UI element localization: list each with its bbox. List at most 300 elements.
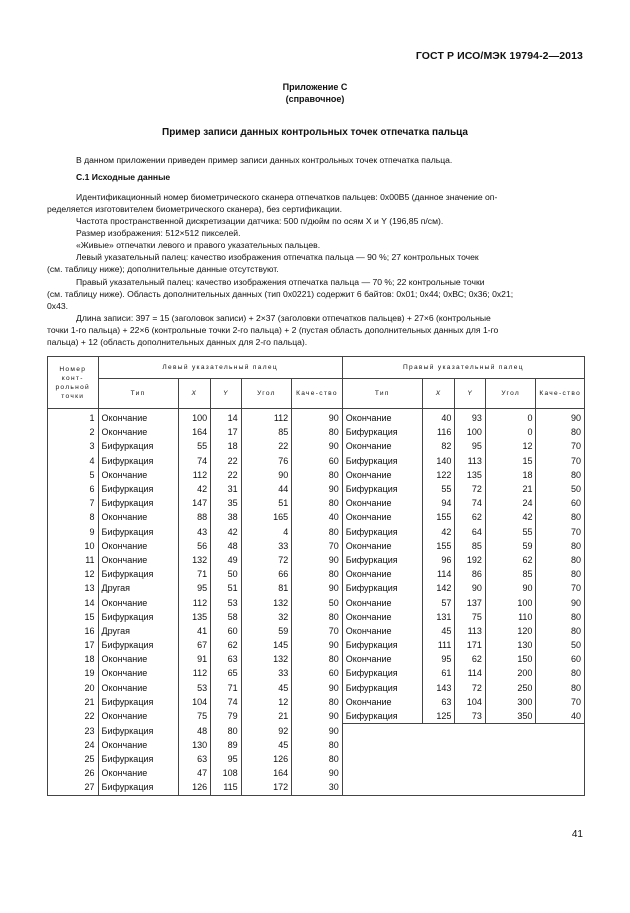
cell-right-quality: 80 xyxy=(536,553,585,567)
cell-right-angle: 55 xyxy=(485,525,536,539)
cell-number: 11 xyxy=(48,553,99,567)
cell-left-angle: 72 xyxy=(241,553,292,567)
cell-left-angle: 22 xyxy=(241,439,292,453)
cell-right-type: Окончание xyxy=(342,468,422,482)
cell-right-x: 95 xyxy=(422,652,455,666)
table-row xyxy=(48,581,585,595)
cell-right-x: 45 xyxy=(422,624,455,638)
header-left-quality: Каче-ство xyxy=(292,379,343,409)
cell-left-y: 58 xyxy=(211,610,242,624)
cell-number: 15 xyxy=(48,610,99,624)
cell-right-y: 137 xyxy=(455,595,486,609)
cell-number: 19 xyxy=(48,666,99,680)
cell-right-angle: 21 xyxy=(485,482,536,496)
cell-right-y: 85 xyxy=(455,539,486,553)
cell-right-y: 100 xyxy=(455,425,486,439)
cell-right-type: Бифуркация xyxy=(342,425,422,439)
cell-number: 14 xyxy=(48,595,99,609)
header-right-angle: Угол xyxy=(485,379,536,409)
cell-left-quality: 80 xyxy=(292,738,343,752)
cell-number: 10 xyxy=(48,539,99,553)
cell-left-type: Окончание xyxy=(98,595,178,609)
cell-right-x: 40 xyxy=(422,409,455,426)
cell-number: 12 xyxy=(48,567,99,581)
cell-left-y: 50 xyxy=(211,567,242,581)
cell-right-y: 62 xyxy=(455,652,486,666)
cell-left-angle: 132 xyxy=(241,652,292,666)
table-row xyxy=(48,525,585,539)
cell-left-x: 75 xyxy=(178,709,211,724)
header-right-y: Y xyxy=(455,379,486,409)
cell-left-y: 62 xyxy=(211,638,242,652)
cell-left-quality: 30 xyxy=(292,780,343,795)
cell-left-x: 164 xyxy=(178,425,211,439)
cell-left-y: 63 xyxy=(211,652,242,666)
paragraph-scanner-id: Идентификационный номер биометрического сканера отпечатков пальцев: 0х00В5 (данное значение оп- xyxy=(76,192,498,202)
cell-left-y: 14 xyxy=(211,409,242,426)
intro-paragraph: В данном приложении приведен пример записи данных контрольных точек отпечатка пальца. xyxy=(76,155,453,165)
cell-left-y: 48 xyxy=(211,539,242,553)
cell-left-x: 132 xyxy=(178,553,211,567)
cell-left-type: Бифуркация xyxy=(98,724,178,738)
cell-left-x: 47 xyxy=(178,766,211,780)
cell-left-type: Бифуркация xyxy=(98,610,178,624)
cell-right-quality: 80 xyxy=(536,468,585,482)
header-right-x: X xyxy=(422,379,455,409)
cell-right-angle: 350 xyxy=(485,709,536,724)
cell-left-type: Бифуркация xyxy=(98,454,178,468)
cell-left-quality: 90 xyxy=(292,709,343,724)
cell-left-type: Окончание xyxy=(98,468,178,482)
cell-right-angle: 12 xyxy=(485,439,536,453)
header-right-type: Тип xyxy=(342,379,422,409)
cell-left-type: Окончание xyxy=(98,666,178,680)
cell-right-angle: 0 xyxy=(485,409,536,426)
cell-left-quality: 90 xyxy=(292,482,343,496)
cell-left-x: 41 xyxy=(178,624,211,638)
cell-left-type: Бифуркация xyxy=(98,752,178,766)
cell-number: 21 xyxy=(48,695,99,709)
cell-left-angle: 33 xyxy=(241,539,292,553)
cell-right-quality: 90 xyxy=(536,409,585,426)
cell-left-y: 89 xyxy=(211,738,242,752)
cell-right-angle: 15 xyxy=(485,454,536,468)
cell-right-x: 155 xyxy=(422,539,455,553)
cell-right-y: 113 xyxy=(455,624,486,638)
cell-left-x: 48 xyxy=(178,724,211,738)
table-row xyxy=(48,425,585,439)
cell-left-x: 95 xyxy=(178,581,211,595)
table-row xyxy=(48,595,585,609)
cell-left-angle: 132 xyxy=(241,595,292,609)
cell-number: 24 xyxy=(48,738,99,752)
cell-right-quality: 50 xyxy=(536,482,585,496)
cell-right-type: Окончание xyxy=(342,496,422,510)
cell-left-x: 126 xyxy=(178,780,211,795)
cell-right-y: 93 xyxy=(455,409,486,426)
header-right-finger: Правый указательный палец xyxy=(342,357,584,379)
cell-left-x: 147 xyxy=(178,496,211,510)
cell-left-quality: 90 xyxy=(292,439,343,453)
header-left-x: X xyxy=(178,379,211,409)
cell-number: 6 xyxy=(48,482,99,496)
cell-right-quality: 80 xyxy=(536,681,585,695)
cell-left-y: 115 xyxy=(211,780,242,795)
cell-left-y: 22 xyxy=(211,454,242,468)
cell-left-angle: 112 xyxy=(241,409,292,426)
cell-right-x: 61 xyxy=(422,666,455,680)
cell-left-x: 91 xyxy=(178,652,211,666)
cell-left-y: 38 xyxy=(211,510,242,524)
cell-left-quality: 70 xyxy=(292,624,343,638)
table-row xyxy=(48,695,585,709)
cell-right-quality: 70 xyxy=(536,454,585,468)
cell-right-quality: 70 xyxy=(536,439,585,453)
cell-right-quality: 90 xyxy=(536,595,585,609)
cell-right-x: 125 xyxy=(422,709,455,724)
cell-right-y: 104 xyxy=(455,695,486,709)
cell-left-type: Окончание xyxy=(98,510,178,524)
paragraph-right-finger: Правый указательный палец: качество изображения отпечатка пальца — 70 %; 22 контрольные точки xyxy=(76,277,485,287)
cell-left-quality: 80 xyxy=(292,652,343,666)
paragraph-image-size: Размер изображения: 512×512 пикселей. xyxy=(76,228,241,238)
cell-left-quality: 80 xyxy=(292,425,343,439)
cell-right-angle: 18 xyxy=(485,468,536,482)
header-left-type: Тип xyxy=(98,379,178,409)
table-body xyxy=(48,409,585,796)
cell-right-quality: 70 xyxy=(536,695,585,709)
paragraph-left-finger-cont: (см. таблицу ниже); дополнительные данные отсутствуют. xyxy=(47,264,279,274)
cell-left-quality: 90 xyxy=(292,681,343,695)
table-row xyxy=(48,567,585,581)
table-row xyxy=(48,638,585,652)
paragraph-scanner-id-cont: ределяется изготовителем биометрического сканера), без сертификации. xyxy=(47,204,343,214)
cell-left-angle: 66 xyxy=(241,567,292,581)
cell-number: 23 xyxy=(48,724,99,738)
cell-right-angle: 250 xyxy=(485,681,536,695)
table-row xyxy=(48,409,585,426)
header-left-y: Y xyxy=(211,379,242,409)
cell-left-quality: 70 xyxy=(292,539,343,553)
cell-right-x: 131 xyxy=(422,610,455,624)
cell-left-x: 56 xyxy=(178,539,211,553)
table-row xyxy=(48,496,585,510)
cell-left-angle: 90 xyxy=(241,468,292,482)
cell-right-x: 63 xyxy=(422,695,455,709)
header-left-angle: Угол xyxy=(241,379,292,409)
cell-right-x: 116 xyxy=(422,425,455,439)
cell-left-angle: 12 xyxy=(241,695,292,709)
cell-right-quality: 80 xyxy=(536,567,585,581)
cell-right-y: 113 xyxy=(455,454,486,468)
cell-right-angle: 110 xyxy=(485,610,536,624)
cell-right-x: 42 xyxy=(422,525,455,539)
cell-right-x: 96 xyxy=(422,553,455,567)
cell-right-type: Окончание xyxy=(342,595,422,609)
cell-left-angle: 4 xyxy=(241,525,292,539)
cell-right-type: Бифуркация xyxy=(342,525,422,539)
cell-left-quality: 90 xyxy=(292,581,343,595)
cell-left-x: 42 xyxy=(178,482,211,496)
table-row xyxy=(48,468,585,482)
cell-left-quality: 80 xyxy=(292,695,343,709)
table-row xyxy=(48,482,585,496)
cell-left-type: Окончание xyxy=(98,553,178,567)
cell-left-x: 67 xyxy=(178,638,211,652)
cell-right-y: 75 xyxy=(455,610,486,624)
cell-left-type: Окончание xyxy=(98,766,178,780)
cell-left-y: 79 xyxy=(211,709,242,724)
cell-left-angle: 21 xyxy=(241,709,292,724)
cell-left-x: 71 xyxy=(178,567,211,581)
cell-left-angle: 172 xyxy=(241,780,292,795)
cell-left-type: Бифуркация xyxy=(98,695,178,709)
cell-right-y: 64 xyxy=(455,525,486,539)
empty-right-cells xyxy=(342,724,584,795)
cell-left-quality: 90 xyxy=(292,724,343,738)
cell-left-x: 112 xyxy=(178,595,211,609)
cell-left-quality: 80 xyxy=(292,525,343,539)
cell-right-angle: 90 xyxy=(485,581,536,595)
cell-left-type: Окончание xyxy=(98,409,178,426)
cell-left-x: 43 xyxy=(178,525,211,539)
cell-right-y: 90 xyxy=(455,581,486,595)
cell-left-y: 51 xyxy=(211,581,242,595)
cell-left-quality: 90 xyxy=(292,766,343,780)
cell-left-y: 65 xyxy=(211,666,242,680)
table-row xyxy=(48,652,585,666)
cell-right-quality: 70 xyxy=(536,581,585,595)
cell-right-angle: 200 xyxy=(485,666,536,680)
cell-left-x: 135 xyxy=(178,610,211,624)
paragraph-resolution: Частота пространственной дискретизации датчика: 500 п/дюйм по осям X и Y (196,85 п/см). xyxy=(76,216,444,226)
cell-right-y: 72 xyxy=(455,482,486,496)
cell-left-angle: 32 xyxy=(241,610,292,624)
cell-right-angle: 300 xyxy=(485,695,536,709)
cell-right-y: 192 xyxy=(455,553,486,567)
cell-right-x: 94 xyxy=(422,496,455,510)
cell-right-x: 55 xyxy=(422,482,455,496)
cell-number: 22 xyxy=(48,709,99,724)
cell-left-type: Бифуркация xyxy=(98,496,178,510)
cell-left-angle: 92 xyxy=(241,724,292,738)
header-right-quality: Каче-ство xyxy=(536,379,585,409)
cell-left-quality: 80 xyxy=(292,567,343,581)
table-row xyxy=(48,510,585,524)
cell-right-type: Окончание xyxy=(342,652,422,666)
cell-left-quality: 90 xyxy=(292,638,343,652)
cell-right-y: 74 xyxy=(455,496,486,510)
cell-left-y: 18 xyxy=(211,439,242,453)
cell-left-angle: 81 xyxy=(241,581,292,595)
cell-left-angle: 45 xyxy=(241,681,292,695)
cell-number: 17 xyxy=(48,638,99,652)
cell-number: 27 xyxy=(48,780,99,795)
cell-left-type: Окончание xyxy=(98,425,178,439)
cell-number: 4 xyxy=(48,454,99,468)
cell-left-quality: 80 xyxy=(292,610,343,624)
cell-right-type: Окончание xyxy=(342,409,422,426)
appendix-title: Пример записи данных контрольных точек отпечатка пальца xyxy=(162,127,468,138)
cell-left-quality: 90 xyxy=(292,553,343,567)
cell-right-x: 82 xyxy=(422,439,455,453)
table-row xyxy=(48,624,585,638)
table-row xyxy=(48,666,585,680)
cell-right-type: Бифуркация xyxy=(342,482,422,496)
cell-number: 9 xyxy=(48,525,99,539)
cell-left-quality: 50 xyxy=(292,595,343,609)
paragraph-left-finger: Левый указательный палец: качество изображения отпечатка пальца — 90 %; 27 контрольных точек xyxy=(76,252,479,262)
cell-right-type: Бифуркация xyxy=(342,454,422,468)
cell-number: 20 xyxy=(48,681,99,695)
cell-right-x: 143 xyxy=(422,681,455,695)
cell-left-quality: 80 xyxy=(292,752,343,766)
cell-left-y: 17 xyxy=(211,425,242,439)
cell-right-type: Окончание xyxy=(342,567,422,581)
cell-left-type: Окончание xyxy=(98,738,178,752)
page-number: 41 xyxy=(571,829,583,840)
cell-left-quality: 80 xyxy=(292,496,343,510)
cell-right-quality: 70 xyxy=(536,525,585,539)
table-row xyxy=(48,681,585,695)
cell-right-angle: 100 xyxy=(485,595,536,609)
cell-left-angle: 33 xyxy=(241,666,292,680)
cell-left-type: Бифуркация xyxy=(98,439,178,453)
cell-left-angle: 145 xyxy=(241,638,292,652)
header-minutia-number: Номер конт-рольной точки xyxy=(48,357,99,409)
cell-left-x: 63 xyxy=(178,752,211,766)
cell-number: 5 xyxy=(48,468,99,482)
cell-left-x: 55 xyxy=(178,439,211,453)
cell-right-quality: 40 xyxy=(536,709,585,724)
cell-right-x: 114 xyxy=(422,567,455,581)
cell-right-quality: 60 xyxy=(536,652,585,666)
cell-right-y: 62 xyxy=(455,510,486,524)
cell-left-x: 104 xyxy=(178,695,211,709)
paragraph-right-finger-cont: (см. таблицу ниже). Область дополнительных данных (тип 0х0221) содержит 6 байтов: 0х01; 0х44; 0хВС; 0х36; 0х21; xyxy=(47,289,514,299)
cell-left-y: 80 xyxy=(211,724,242,738)
cell-left-y: 42 xyxy=(211,525,242,539)
cell-right-quality: 80 xyxy=(536,666,585,680)
cell-left-quality: 40 xyxy=(292,510,343,524)
cell-left-y: 108 xyxy=(211,766,242,780)
cell-right-type: Окончание xyxy=(342,539,422,553)
cell-right-x: 140 xyxy=(422,454,455,468)
cell-number: 25 xyxy=(48,752,99,766)
cell-left-angle: 126 xyxy=(241,752,292,766)
cell-left-type: Другая xyxy=(98,581,178,595)
cell-right-x: 122 xyxy=(422,468,455,482)
cell-right-angle: 85 xyxy=(485,567,536,581)
section-heading: С.1 Исходные данные xyxy=(76,172,171,182)
minutiae-table xyxy=(47,356,585,796)
cell-left-y: 35 xyxy=(211,496,242,510)
cell-right-type: Бифуркация xyxy=(342,709,422,724)
cell-left-y: 60 xyxy=(211,624,242,638)
cell-left-angle: 165 xyxy=(241,510,292,524)
table-row xyxy=(48,610,585,624)
cell-right-x: 111 xyxy=(422,638,455,652)
cell-left-y: 22 xyxy=(211,468,242,482)
cell-left-angle: 76 xyxy=(241,454,292,468)
cell-right-y: 86 xyxy=(455,567,486,581)
cell-left-type: Окончание xyxy=(98,652,178,666)
cell-right-type: Окончание xyxy=(342,610,422,624)
cell-number: 16 xyxy=(48,624,99,638)
cell-right-angle: 59 xyxy=(485,539,536,553)
cell-left-x: 130 xyxy=(178,738,211,752)
cell-right-y: 114 xyxy=(455,666,486,680)
cell-left-x: 100 xyxy=(178,409,211,426)
cell-right-angle: 24 xyxy=(485,496,536,510)
cell-right-y: 95 xyxy=(455,439,486,453)
cell-right-x: 155 xyxy=(422,510,455,524)
cell-right-angle: 62 xyxy=(485,553,536,567)
cell-right-angle: 120 xyxy=(485,624,536,638)
cell-left-angle: 164 xyxy=(241,766,292,780)
cell-left-angle: 85 xyxy=(241,425,292,439)
standard-header: ГОСТ Р ИСО/МЭК 19794-2—2013 xyxy=(415,50,583,62)
cell-left-y: 53 xyxy=(211,595,242,609)
cell-right-quality: 80 xyxy=(536,624,585,638)
cell-left-angle: 59 xyxy=(241,624,292,638)
cell-left-x: 88 xyxy=(178,510,211,524)
cell-left-x: 74 xyxy=(178,454,211,468)
cell-right-y: 72 xyxy=(455,681,486,695)
cell-right-quality: 80 xyxy=(536,510,585,524)
cell-right-type: Бифуркация xyxy=(342,553,422,567)
cell-left-x: 112 xyxy=(178,468,211,482)
cell-number: 18 xyxy=(48,652,99,666)
cell-right-type: Бифуркация xyxy=(342,638,422,652)
cell-left-type: Окончание xyxy=(98,539,178,553)
table-row xyxy=(48,724,585,738)
cell-left-y: 31 xyxy=(211,482,242,496)
cell-right-y: 171 xyxy=(455,638,486,652)
cell-right-quality: 50 xyxy=(536,638,585,652)
cell-right-y: 135 xyxy=(455,468,486,482)
cell-right-x: 142 xyxy=(422,581,455,595)
cell-number: 13 xyxy=(48,581,99,595)
table-row xyxy=(48,439,585,453)
cell-left-type: Окончание xyxy=(98,709,178,724)
table-row xyxy=(48,709,585,724)
cell-left-angle: 44 xyxy=(241,482,292,496)
cell-left-y: 74 xyxy=(211,695,242,709)
cell-left-x: 112 xyxy=(178,666,211,680)
cell-left-y: 71 xyxy=(211,681,242,695)
cell-left-quality: 60 xyxy=(292,666,343,680)
cell-right-angle: 130 xyxy=(485,638,536,652)
cell-left-x: 53 xyxy=(178,681,211,695)
cell-left-type: Бифуркация xyxy=(98,525,178,539)
cell-number: 8 xyxy=(48,510,99,524)
cell-right-angle: 42 xyxy=(485,510,536,524)
cell-right-quality: 80 xyxy=(536,425,585,439)
cell-right-type: Окончание xyxy=(342,695,422,709)
cell-right-y: 73 xyxy=(455,709,486,724)
cell-number: 3 xyxy=(48,439,99,453)
cell-right-x: 57 xyxy=(422,595,455,609)
cell-number: 7 xyxy=(48,496,99,510)
appendix-kind: (справочное) xyxy=(285,94,345,104)
paragraph-right-finger-end: 0х43. xyxy=(47,301,69,311)
cell-right-angle: 0 xyxy=(485,425,536,439)
cell-number: 26 xyxy=(48,766,99,780)
paragraph-live-prints: «Живые» отпечатки левого и правого указательных пальцев. xyxy=(76,240,321,250)
cell-number: 2 xyxy=(48,425,99,439)
cell-right-type: Окончание xyxy=(342,510,422,524)
